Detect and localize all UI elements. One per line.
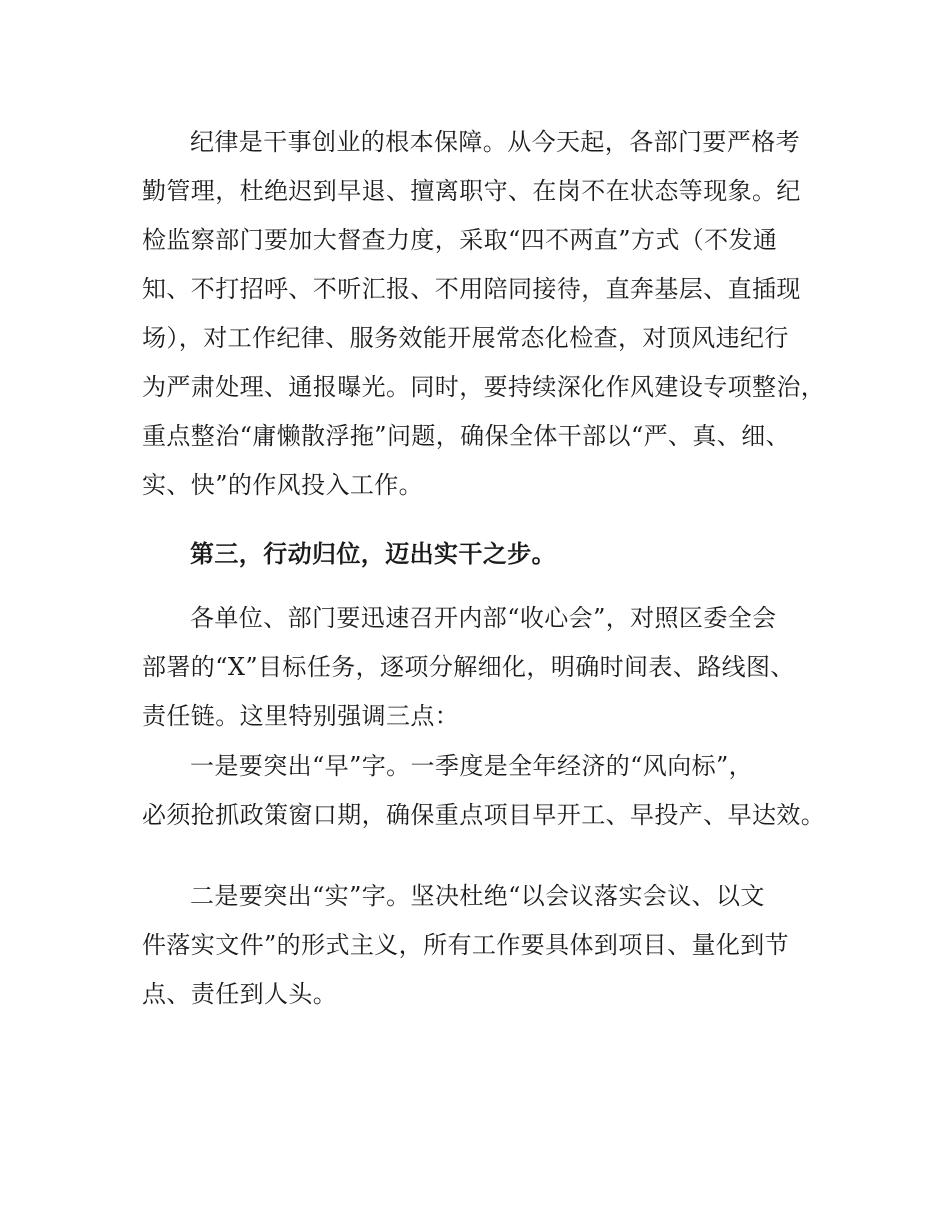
section-heading-text: 第三，行动归位，迈出实干之步。 — [190, 540, 556, 568]
paragraph-action — [142, 602, 832, 749]
paragraph-line: 勤管理，杜绝迟到早退、擅离职守、在岗不在状态等现象。纪 — [142, 177, 801, 205]
paragraph-line: 重点整治“庸懒散浮拖”问题，确保全体干部以“严、真、细、 — [142, 422, 791, 450]
paragraph-line: 场），对工作纪律、服务效能开展常态化检查，对顶风违纪行 — [142, 324, 789, 352]
paragraph-line: 检监察部门要加大督查力度，采取“四不两直”方式（不发通 — [142, 226, 778, 254]
paragraph-line: 一是要突出“早”字。一季度是全年经济的“风向标”， — [190, 752, 754, 780]
paragraph-line: 二是要突出“实”字。坚决杜绝“以会议落实会议、以文 — [190, 882, 765, 910]
paragraph-line: 部署的“X”目标任务，逐项分解细化，明确时间表、路线图、 — [142, 653, 795, 681]
paragraph-line: 纪律是干事创业的根本保障。从今天起，各部门要严格考 — [190, 128, 800, 156]
paragraph-line: 各单位、部门要迅速召开内部“收心会”，对照区委全会 — [190, 604, 777, 632]
paragraph-line: 责任链。这里特别强调三点： — [142, 702, 460, 730]
paragraph-line: 为严肃处理、通报曝光。同时，要持续深化作风建设专项整治， — [142, 373, 826, 401]
section-heading — [142, 538, 832, 570]
paragraph-discipline — [142, 126, 832, 518]
paragraph-line: 点、责任到人头。 — [142, 980, 338, 1008]
paragraph-line: 件落实文件”的形式主义，所有工作要具体到项目、量化到节 — [142, 931, 790, 959]
paragraph-point-early — [142, 750, 832, 848]
paragraph-line: 实、快”的作风投入工作。 — [142, 471, 424, 499]
paragraph-line: 知、不打招呼、不听汇报、不用陪同接待，直奔基层、直插现 — [142, 275, 801, 303]
paragraph-point-real — [142, 880, 832, 1027]
paragraph-line: 必须抢抓政策窗口期，确保重点项目早开工、早投产、早达效。 — [142, 801, 826, 829]
